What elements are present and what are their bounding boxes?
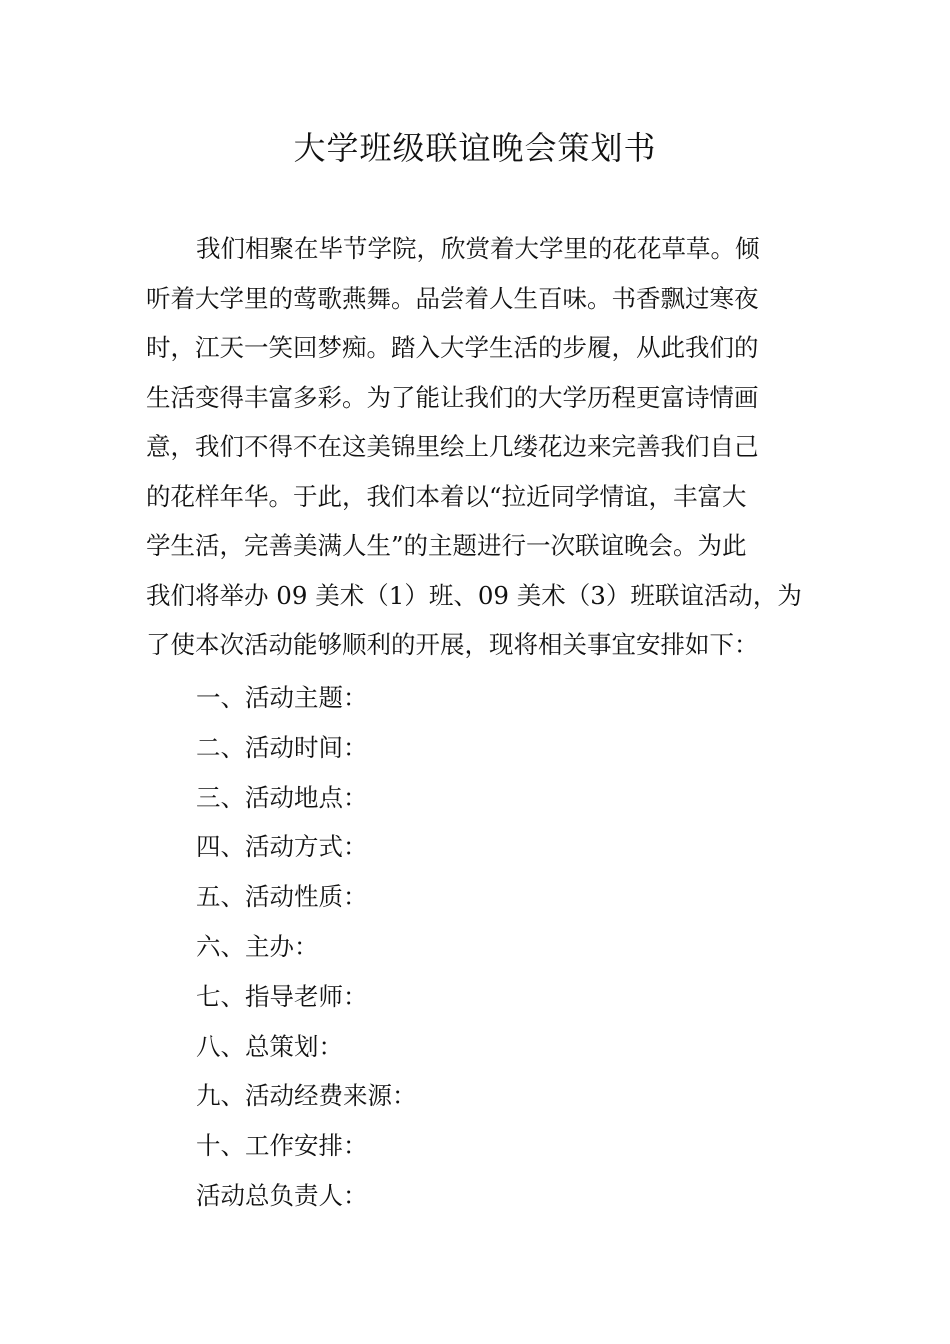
outline-item-lead: 活动总负责人： xyxy=(196,1180,368,1210)
intro-line: 我们相聚在毕节学院，欣赏着大学里的花花草草。倾 xyxy=(196,234,760,263)
outline-item-nature: 五、活动性质： xyxy=(196,882,368,912)
intro-line: 学生活，完善美满人生”的主题进行一次联谊晚会。为此 xyxy=(146,531,747,560)
outline-list xyxy=(196,673,796,1221)
outline-item-planner: 八、总策划： xyxy=(196,1031,343,1061)
intro-line: 我们将举办 09 美术（1）班、09 美术（3）班联谊活动，为 xyxy=(146,580,802,610)
outline-item-theme: 一、活动主题： xyxy=(196,683,368,712)
intro-line: 时，江天一笑回梦痴。踏入大学生活的步履，从此我们的 xyxy=(146,333,759,362)
intro-line: 听着大学里的莺歌燕舞。品尝着人生百味。书香飘过寒夜 xyxy=(146,283,759,313)
outline-item-work-plan: 十、工作安排： xyxy=(196,1131,368,1161)
outline-item-location: 三、活动地点： xyxy=(196,782,368,812)
outline-item-host: 六、主办： xyxy=(196,931,319,961)
outline-item-advisor: 七、指导老师： xyxy=(196,981,368,1011)
intro-line: 意，我们不得不在这美锦里绘上几缕花边来完善我们自己 xyxy=(146,432,759,461)
outline-item-format: 四、活动方式： xyxy=(196,832,368,862)
outline-item-time: 二、活动时间： xyxy=(196,732,368,762)
intro-line: 了使本次活动能够顺利的开展，现将相关事宜安排如下： xyxy=(146,630,759,659)
intro-line: 的花样年华。于此，我们本着以“拉近同学情谊，丰富大 xyxy=(146,481,747,511)
intro-line: 生活变得丰富多彩。为了能让我们的大学历程更富诗情画 xyxy=(146,382,759,412)
document-title: 大学班级联谊晚会策划书 xyxy=(293,129,657,167)
outline-item-funding: 九、活动经费来源： xyxy=(196,1081,417,1111)
intro-paragraph xyxy=(146,224,808,670)
